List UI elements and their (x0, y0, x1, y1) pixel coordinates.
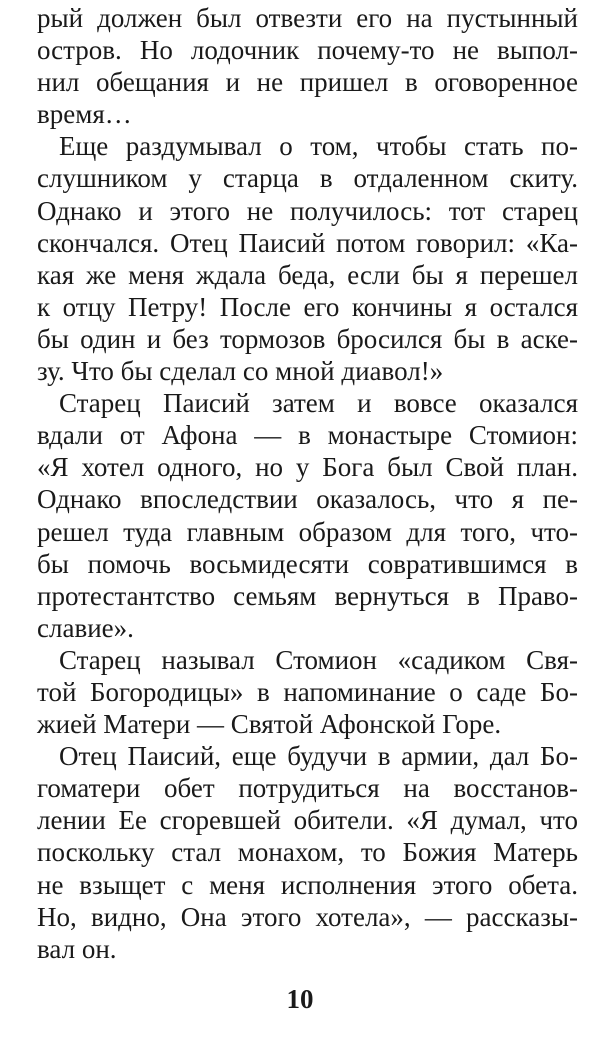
text-line: остров. Но лодочник почему-то не выпол- (37, 35, 578, 66)
text-line: Однако и этого не получилось: тот старец (37, 195, 578, 226)
text-line: слушником у старца в отдаленном скиту. (37, 163, 578, 194)
text-line: Еще раздумывал о том, чтобы стать по- (59, 131, 578, 162)
text-line: рый должен был отвезти его на пустынный (37, 3, 578, 33)
text-line: Но, видно, Она этого хотела», — рассказы- (37, 901, 578, 932)
page-number: 10 (286, 984, 314, 1014)
text-line: «Я хотел одного, но у Бога был Свой план. (37, 452, 578, 483)
text-line: зу. Что бы сделал со мной диавол!» (37, 356, 444, 387)
text-line: Однако впоследствии оказалось, что я пе- (37, 484, 578, 515)
text-line: Старец называл Стомион «садиком Свя- (59, 644, 578, 675)
text-line: время… (37, 99, 132, 130)
text-line: славие». (37, 612, 134, 643)
text-line: решел туда главным образом для того, что- (37, 516, 578, 547)
page-body (37, 2, 578, 965)
text-line: Старец Паисий затем и вовсе оказался (59, 388, 578, 419)
text-line: лении Ее сгоревшей обители. «Я думал, что (37, 805, 578, 836)
text-line: вдали от Афона — в монастыре Стомион: (37, 420, 578, 451)
text-line: протестантство семьям вернуться в Право- (37, 580, 578, 611)
text-line: бы помочь восьмидесяти совратившимся в (37, 548, 578, 579)
text-line: бы один и без тормозов бросился бы в аске- (37, 323, 578, 354)
text-line: к отцу Петру! После его кончины я остался (37, 291, 578, 322)
text-line: жией Матери — Святой Афонской Горе. (37, 709, 502, 740)
text-line: той Богородицы» в напоминание о саде Бо- (37, 676, 578, 707)
text-line: поскольку стал монахом, то Божия Матерь (37, 837, 578, 868)
text-line: гоматери обет потрудиться на восстанов- (37, 773, 578, 804)
text-line: вал он. (37, 933, 117, 964)
text-line: нил обещания и не пришел в оговоренное (37, 67, 578, 98)
text-line: не взыщет с меня исполнения этого обета. (37, 869, 578, 900)
text-line: кая же меня ждала беда, если бы я перешел (37, 259, 578, 290)
text-line: Отец Паисий, еще будучи в армии, дал Бо- (59, 741, 578, 772)
text-line: скончался. Отец Паисий потом говорил: «Ка- (37, 227, 578, 258)
